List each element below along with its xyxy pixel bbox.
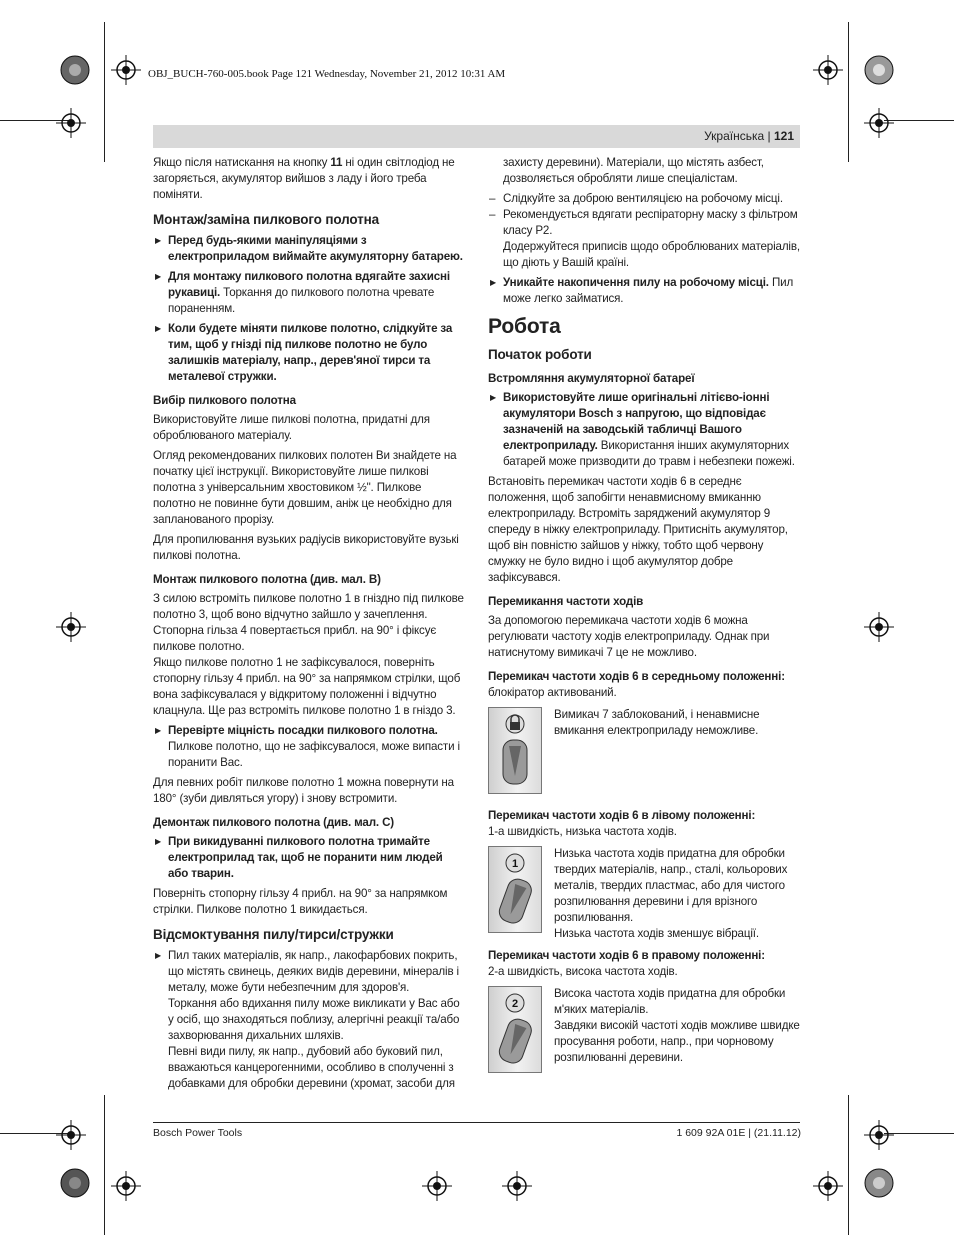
header-text (704, 129, 794, 143)
paragraph: За допомогою перемикача частоти ходів 6 можна регулювати частоту ходів електроприладу. Однак при натиснутому вимикачі 7 це не можливо. (488, 614, 770, 659)
registration-target-icon (111, 1171, 141, 1201)
page-number: 121 (773, 129, 794, 143)
figure-text: Висока частота ходів придатна для обробки м'яких матеріалів. Завдяки високій частоті ходів можливе швидке просування роботи, напр., при чорновому розпилюванні деревини. (554, 987, 800, 1064)
switch-illustration (488, 846, 542, 933)
colour-patch-icon (864, 55, 894, 85)
column-left (153, 155, 465, 1096)
registration-target-icon (813, 1171, 843, 1201)
registration-target-icon (56, 1120, 86, 1150)
paragraph: Певні види пилу, як напр., дубовий або буковий пил, вважаються канцерогенними, особливо в сполученні з добавками для обробки деревини (хромат, засоби для (168, 1045, 455, 1090)
header-separator: | (767, 129, 771, 143)
heading-blade-mount: Монтаж/заміна пилкового полотна (153, 212, 379, 227)
heading-stroke-switch: Перемикання частоти ходів (488, 595, 644, 608)
figure-switch-left (488, 846, 801, 942)
paragraph: З силою встроміть пилкове полотно 1 в гніздно під пилкове полотно 3, щоб воно відчутно зайшло у зачеплення. Стопорна гільза 4 повертається прибл. на 90° і фіксує пилкове полотно. (153, 592, 464, 653)
warning-bullet: ▶ Використовуйте лише оригінальні літієво-іонні акумулятори Bosch з напругою, що відповідає зазначеній на заводській табличці Вашого електроприладу. Використання інших акумуляторних батарей може призводити до травм і небезпеки пожежі. (488, 390, 801, 470)
print-slug: OBJ_BUCH-760-005.book Page 121 Wednesday, November 21, 2012 10:31 AM (148, 68, 506, 80)
paragraph: 2-а швидкість, висока частота ходів. (488, 965, 678, 978)
paragraph: Якщо пилкове полотно 1 не зафіксувалося, поверніть стопорну гільзу 4 прибл. на 90° за напрямком стрілки, щоб вона зафіксувалася у відкритому положенні і відчутно клацнула. Ще раз встроміть пилкове полотно 1 в гніздо 3. (153, 656, 461, 717)
registration-target-icon (864, 612, 894, 642)
heading-start-operation: Початок роботи (488, 347, 592, 362)
paragraph: Поверніть стопорну гільзу 4 прибл. на 90° за напрямком стрілки. Пилкове полотно 1 викидається. (153, 887, 448, 916)
warning-bullet: ▶ Уникайте накопичення пилу на робочому місці. Пил може легко займатися. (488, 275, 801, 307)
heading-blade-choice: Вибір пилкового полотна (153, 394, 296, 407)
registration-target-icon (502, 1171, 532, 1201)
column-right (488, 155, 801, 1079)
paragraph: Торкання або вдихання пилу може викликати у Вас або у осіб, що знаходяться поблизу, алергічні реакції та/або захворювання дихальних шляхів. (168, 997, 460, 1042)
paragraph: Використовуйте лише пилкові полотна, придатні для оброблюваного матеріалу. (153, 413, 430, 442)
registration-target-icon (56, 108, 86, 138)
paragraph: Пилкове полотно, що не зафіксувалося, може випасти і поранити Вас. (168, 740, 460, 769)
registration-target-icon (422, 1171, 452, 1201)
paragraph: захисту деревини). Матеріали, що містять азбест, дозволяється обробляти лише спеціалістам. (503, 156, 764, 185)
warning-bullet: ▶ Пил таких матеріалів, як напр., лакофарбових покрить, що містять свинець, деяких видів деревини, мінералів і металу, може бути небезпечним для здоров'я. (153, 948, 465, 996)
warning-bullet: ▶ Перед будь-якими маніпуляціями з електроприладом виймайте акумуляторну батарею. (153, 233, 465, 265)
heading-blade-install: Монтаж пилкового полотна (див. мал. B) (153, 573, 381, 586)
registration-target-icon (864, 1120, 894, 1150)
warning-bullet: ▶ Для монтажу пилкового полотна вдягайте захисні рукавиці. Торкання до пилкового полотна чревате пораненням. (153, 269, 465, 317)
intro-paragraph: Якщо після натискання на кнопку 11 ні один світлодіод не загоряється, акумулятор вийшов з ладу і його треба поміняти. (153, 156, 455, 201)
lock-icon (489, 708, 541, 793)
heading-switch-right: Перемикач частоти ходів 6 в правому положенні: (488, 949, 765, 962)
warning-bullet: ▶ При викидуванні пилкового полотна тримайте електроприлад так, щоб не поранити ним людей або тварин. (153, 834, 465, 882)
heading-blade-remove: Демонтаж пилкового полотна (див. мал. C) (153, 816, 395, 829)
paragraph: 1-а швидкість, низька частота ходів. (488, 825, 677, 838)
paragraph: блокіратор активований. (488, 686, 617, 699)
paragraph: Додержуйтеся приписів щодо оброблюваних матеріалів, що діють у Вашій країні. (503, 240, 800, 269)
heading-switch-left: Перемикач частоти ходів 6 в лівому положенні: (488, 809, 756, 822)
heading-dust-extraction: Відсмоктування пилу/тирси/стружки (153, 927, 394, 942)
registration-target-icon (864, 108, 894, 138)
speed-label: 1 (512, 858, 518, 870)
warning-bullet: ▶ Перевірте міцність посадки пилкового полотна. (153, 723, 465, 739)
paragraph: Встановіть перемикач частоти ходів 6 в середнє положення, щоб запобігти ненавмисному вмиканню електроприладу. Встроміть заряджений акумулятор 9 спереду в ніжку електроприладу. Притисніть акумулятор, щоб він повністю зайшов у ніжку, тобто щоб червону смужку не було видно і щоб акумулятор добре зафіксувався. (488, 475, 788, 584)
colour-patch-icon (864, 1168, 894, 1198)
dash-item: – Слідкуйте за доброю вентиляцією на робочому місці. (488, 191, 801, 207)
registration-target-icon (111, 55, 141, 85)
switch-illustration (488, 707, 542, 794)
figure-text: Вимикач 7 заблокований, і ненавмисне вмикання електроприладу неможливе. (554, 708, 760, 737)
speed-1-icon (489, 847, 541, 932)
heading-switch-middle: Перемикач частоти ходів 6 в середньому положенні: (488, 670, 785, 683)
paragraph: Для певних робіт пилкове полотно 1 можна повернути на 180° (зуби дивляться угору) і знову встромити. (153, 776, 454, 805)
footer-doc-number: 1 609 92A 01E | (21.11.12) (676, 1127, 801, 1139)
figure-switch-middle (488, 707, 801, 794)
footer-brand: Bosch Power Tools (153, 1127, 243, 1139)
switch-illustration (488, 986, 542, 1073)
figure-text: Низька частота ходів придатна для обробки твердих матеріалів, напр., сталі, кольорових металів, твердих пластмас, або для чистого розпилювання деревини і для врізного розпилювання. Низька частота ходів зменшує вібрації. (554, 847, 788, 940)
registration-target-icon (56, 612, 86, 642)
paragraph: Для пропилювання вузьких радіусів використовуйте вузькі пилкові полотна. (153, 533, 459, 562)
page-header (153, 125, 800, 148)
heading-operation: Робота (488, 315, 561, 338)
colour-patch-icon (60, 1168, 90, 1198)
header-language: Українська (704, 129, 765, 143)
heading-insert-battery: Встромляння акумуляторної батареї (488, 372, 695, 385)
registration-target-icon (813, 55, 843, 85)
speed-2-icon (489, 987, 541, 1072)
colour-patch-icon (60, 55, 90, 85)
warning-bullet: ▶ Коли будете міняти пилкове полотно, слідкуйте за тим, щоб у гнізді під пилкове полотно не було залишків матеріалу, напр., дерев'яної тирси та металевої стружки. (153, 321, 465, 385)
speed-label: 2 (512, 998, 518, 1010)
figure-switch-right (488, 986, 801, 1073)
dash-item: – Рекомендується вдягати респіраторну маску з фільтром класу Р2. (488, 207, 801, 239)
paragraph: Огляд рекомендованих пилкових полотен Ви знайдете на початку цієї інструкції. Використовуйте лише пилкові полотна з універсальним хвостовиком ½". Пилкове полотно не повинне бути довшим, аніж це необхідно для запланованого прорізу. (153, 449, 457, 526)
footer-rule (153, 1122, 800, 1123)
